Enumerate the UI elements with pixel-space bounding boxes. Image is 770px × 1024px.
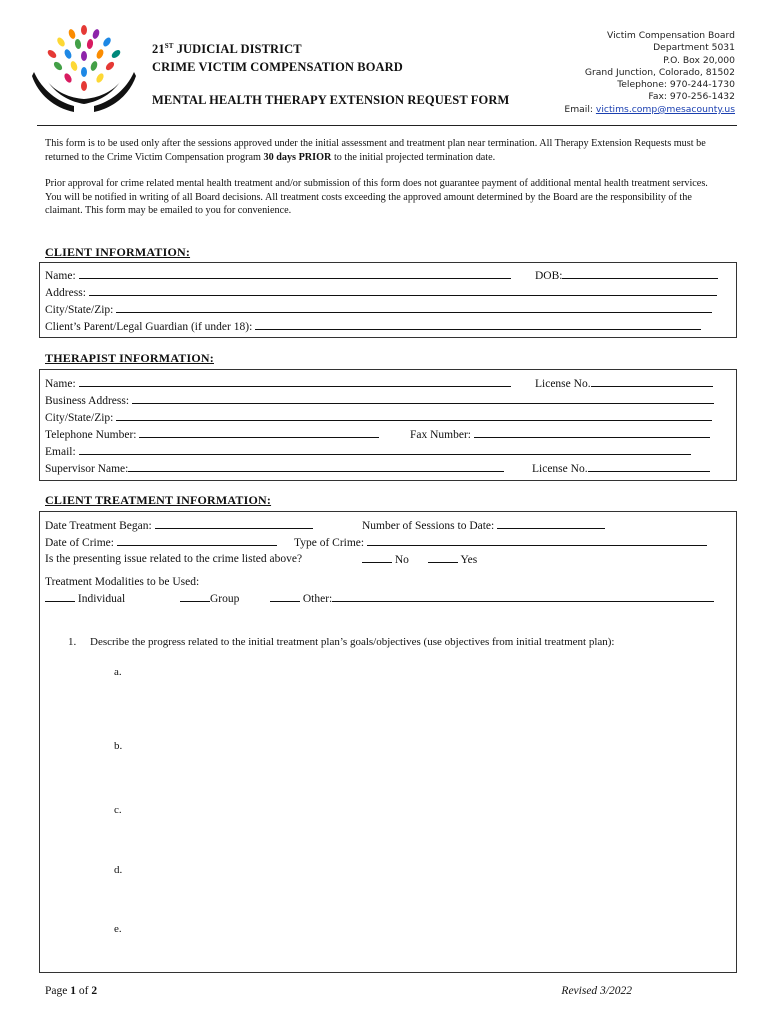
item-b: b. [114, 740, 123, 752]
form-title: MENTAL HEALTH THERAPY EXTENSION REQUEST FORM [152, 93, 510, 107]
question-1-number: 1. [68, 636, 77, 648]
client-guardian-field[interactable] [255, 318, 701, 330]
date-crime-row: Date of Crime: [45, 534, 277, 551]
email-line: Email: victims.comp@mesacounty.us [564, 103, 735, 115]
board-title: CRIME VICTIM COMPENSATION BOARD [152, 60, 403, 74]
no-option: No [362, 551, 409, 568]
date-crime-field[interactable] [117, 534, 277, 546]
modalities-label: Treatment Modalities to be Used: [45, 576, 200, 588]
address-line: Grand Junction, Colorado, 81502 [584, 66, 735, 78]
telephone-field[interactable] [139, 426, 379, 438]
group-checkbox[interactable] [180, 590, 210, 602]
date-began-field[interactable] [155, 517, 313, 529]
yes-option: Yes [428, 551, 477, 568]
board-address [564, 30, 735, 116]
issue-question: Is the presenting issue related to the crime listed above? [45, 553, 303, 565]
therapist-info-box [39, 369, 737, 481]
therapist-name-row: Name: [45, 375, 511, 392]
client-city-row: City/State/Zip: [45, 301, 712, 318]
address-line: Victim Compensation Board [607, 30, 735, 41]
client-info-heading: CLIENT INFORMATION: [45, 245, 191, 259]
item-c: c. [114, 804, 122, 816]
telephone-line: Telephone: 970-244-1730 [617, 79, 735, 91]
intro-paragraph-1: This form is to be used only after the sessions approved under the initial assessment and treatment plan near termination. All Therapy Extension Requests must be returned to the Crime Victim Compensation program 30 days PRIOR to the initial projected termination date. [45, 138, 706, 163]
treatment-info-box [39, 511, 737, 973]
therapist-license-field[interactable] [591, 375, 713, 387]
intro-paragraph-2: Prior approval for crime related mental health treatment and/or submission of this form does not guarantee payment of additional mental health treatment services. You will be notified in writing of all Board decisions. All treatment costs exceeding the approved amount determined by the Board are the responsibility of the claimant. This form may be emailed to you for convenience. [45, 178, 708, 217]
no-checkbox[interactable] [362, 551, 392, 563]
telephone-row: Telephone Number: [45, 426, 379, 443]
business-address-row: Business Address: [45, 392, 714, 409]
item-d: d. [114, 864, 123, 876]
type-crime-field[interactable] [367, 534, 707, 546]
sessions-field[interactable] [497, 517, 605, 529]
supervisor-row: Supervisor Name: [45, 460, 504, 477]
fax-line: Fax: 970-256-1432 [648, 91, 735, 103]
client-dob-row: DOB: [535, 267, 718, 284]
client-name-row: Name: [45, 267, 511, 284]
email-row: Email: [45, 443, 691, 460]
therapist-name-field[interactable] [79, 375, 511, 387]
treatment-info-heading: CLIENT TREATMENT INFORMATION: [45, 493, 272, 507]
therapist-city-field[interactable] [116, 409, 712, 421]
other-field[interactable] [332, 590, 714, 602]
type-crime-row: Type of Crime: [294, 534, 707, 551]
item-a: a. [114, 666, 122, 678]
fax-field[interactable] [474, 426, 710, 438]
revised-date: Revised 3/2022 [561, 985, 632, 997]
therapist-city-row: City/State/Zip: [45, 409, 712, 426]
sessions-row: Number of Sessions to Date: [362, 517, 605, 534]
date-began-row: Date Treatment Began: [45, 517, 313, 534]
page-number: Page 1 of 2 [45, 985, 98, 997]
client-city-field[interactable] [116, 301, 712, 313]
district-title: 21ST JUDICIAL DISTRICT [152, 42, 302, 57]
group-option: Group [180, 590, 239, 607]
supervisor-field[interactable] [128, 460, 504, 472]
other-option: Other: [270, 590, 714, 607]
email-link[interactable]: victims.comp@mesacounty.us [595, 103, 735, 115]
client-address-field[interactable] [89, 284, 717, 296]
fax-row: Fax Number: [410, 426, 710, 443]
client-name-field[interactable] [79, 267, 511, 279]
client-info-box [39, 262, 737, 338]
client-dob-field[interactable] [562, 267, 718, 279]
client-address-row: Address: [45, 284, 717, 301]
individual-checkbox[interactable] [45, 590, 75, 602]
therapist-license-row: License No. [535, 375, 713, 392]
question-1: Describe the progress related to the initial treatment plan’s goals/objectives (use objectives from initial treatment plan): [90, 636, 615, 648]
address-line: P.O. Box 20,000 [663, 54, 735, 66]
supervisor-license-field[interactable] [588, 460, 710, 472]
supervisor-license-row: License No. [532, 460, 710, 477]
address-line: Department 5031 [653, 42, 735, 54]
item-e: e. [114, 923, 122, 935]
header-divider [37, 125, 737, 126]
board-logo-icon [28, 22, 140, 114]
other-checkbox[interactable] [270, 590, 300, 602]
therapist-info-heading: THERAPIST INFORMATION: [45, 351, 214, 365]
client-guardian-row: Client’s Parent/Legal Guardian (if under 18): [45, 318, 701, 335]
individual-option: Individual [45, 590, 125, 607]
yes-checkbox[interactable] [428, 551, 458, 563]
business-address-field[interactable] [132, 392, 714, 404]
email-field[interactable] [79, 443, 691, 455]
